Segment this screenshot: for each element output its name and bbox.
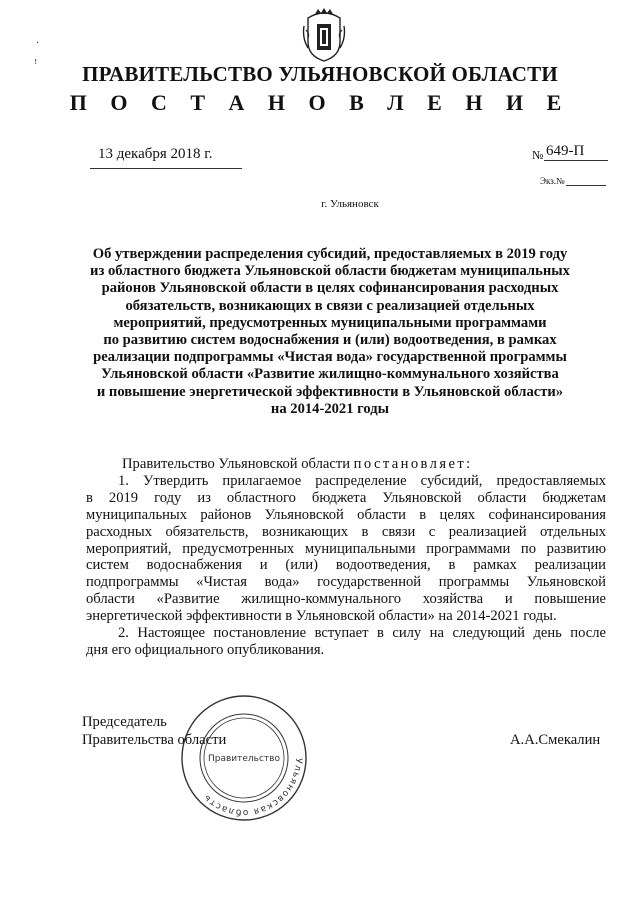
intro-resolves: постановляет:: [353, 456, 473, 472]
intro-prefix: Правительство Ульяновской области: [122, 456, 351, 472]
paragraph-1-line: расходных обязательств, возникающих в связи с реализацией отдельных: [86, 523, 606, 540]
paragraph-1-line: систем водоснабжения и (или) водоотведения, в рамках реализации: [86, 557, 606, 574]
subject-line: Ульяновской области «Развитие жилищно-коммунального хозяйства: [101, 366, 559, 383]
subject-line: из областного бюджета Ульяновской области бюджетам муниципальных: [90, 263, 570, 280]
subject-line: на 2014-2021 годы: [270, 400, 390, 417]
number-prefix: №: [532, 148, 544, 162]
number-underline: [544, 160, 608, 161]
government-title: ПРАВИТЕЛЬСТВО УЛЬЯНОВСКОЙ ОБЛАСТИ: [82, 62, 558, 86]
subject-line: по развитию систем водоснабжения и (или) водоотведения, в рамках: [103, 332, 557, 349]
official-seal-stamp: [176, 690, 312, 826]
copy-number-underline: [566, 185, 606, 186]
paragraph-2-line: дня его официального опубликования.: [86, 641, 325, 658]
paragraph-1-line: энергетической эффективности в Ульяновской области» на 2014-2021 годы.: [86, 608, 557, 625]
paragraph-1-line: области «Развитие жилищно-коммунального хозяйства и повышение: [86, 591, 606, 608]
scan-mark: ꜝ: [34, 60, 38, 71]
document-type-title: П О С Т А Н О В Л Е Н И Е: [69, 90, 571, 115]
coat-of-arms-emblem: [302, 8, 346, 62]
paragraph-1-line: мероприятий, предусмотренных муниципальными программами по развитию: [86, 540, 606, 557]
subject-line: мероприятий, предусмотренных муниципальными программами: [113, 314, 547, 331]
subject-line: обязательств, возникающих в связи с реализацией отдельных: [125, 297, 535, 314]
paragraph-1-line: муниципальных районов Ульяновской области в целях софинансирования: [86, 506, 606, 523]
paragraph-2-line: 2. Настоящее постановление вступает в силу на следующий день после: [118, 625, 606, 642]
signatory-position: [82, 713, 226, 749]
position-line-1: Председатель: [82, 714, 167, 730]
position-line-2: Правительства области: [82, 732, 227, 748]
paragraph-1-line: подпрограммы «Чистая вода» государственной программы Ульяновской: [86, 574, 606, 591]
paragraph-1-line: 1. Утвердить прилагаемое распределение субсидий, предоставляемых: [118, 472, 606, 489]
paragraph-1-line: в 2019 году из областного бюджета Ульяновской области бюджетам: [86, 489, 606, 506]
copy-number-label: Экз.№: [540, 176, 565, 186]
subject-line: и повышение энергетической эффективности в Ульяновской области»: [96, 383, 564, 400]
date-underline: [90, 168, 242, 169]
document-number: 649-П: [546, 143, 585, 159]
subject-line: реализации подпрограммы «Чистая вода» государственной программы: [93, 349, 567, 366]
scan-mark: ·: [36, 38, 40, 49]
subject-line: районов Ульяновской области в целях софинансирования расходных: [101, 280, 559, 297]
subject-line: Об утверждении распределения субсидий, предоставляемых в 2019 году: [92, 246, 568, 262]
stamp-center-text: Правительство: [208, 754, 280, 764]
stamp-ring-text: Ульяновская область: [201, 757, 304, 818]
document-body: [86, 456, 606, 659]
document-date: 13 декабря 2018 г.: [98, 146, 213, 162]
city-name: г. Ульяновск: [321, 198, 379, 210]
resolution-intro: [86, 456, 606, 473]
document-subject: [80, 246, 580, 418]
signatory-name: А.А.Смекалин: [510, 732, 601, 748]
